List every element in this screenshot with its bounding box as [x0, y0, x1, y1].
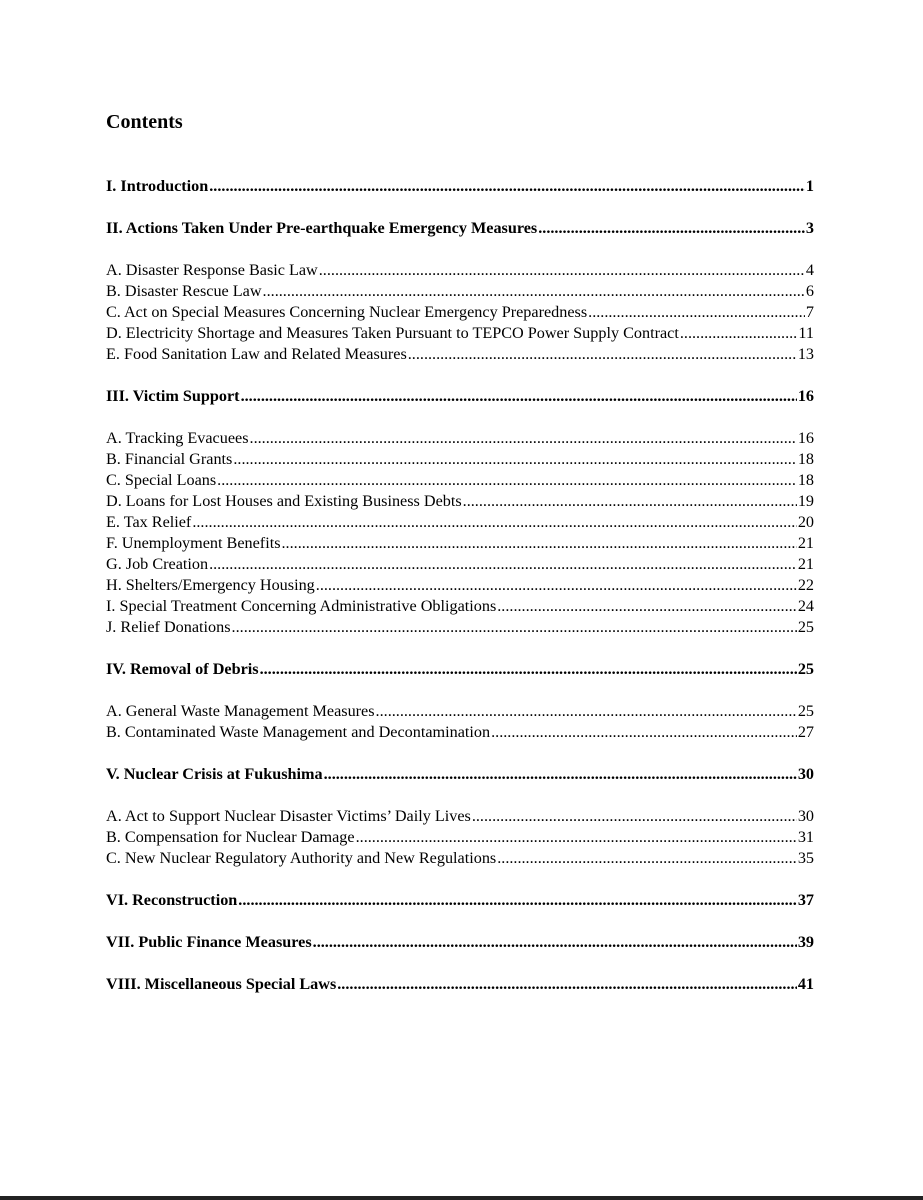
toc-page-number: 20 [797, 513, 814, 531]
toc-page-number: 41 [797, 975, 814, 993]
dot-leader [376, 701, 797, 722]
toc-page-number: 30 [797, 765, 814, 783]
toc-item[interactable] [106, 470, 814, 491]
toc-page-number: 21 [797, 534, 814, 552]
toc-item[interactable] [106, 554, 814, 575]
toc-item-label: G. Job Creation [106, 555, 209, 573]
toc-page-number: 13 [797, 345, 814, 363]
page-bottom-border [0, 1196, 923, 1200]
toc-item[interactable] [106, 323, 814, 344]
toc-item[interactable] [106, 281, 814, 302]
toc-item[interactable] [106, 533, 814, 554]
toc-item[interactable] [106, 701, 814, 722]
toc-item-label: J. Relief Donations [106, 618, 231, 636]
toc-item[interactable] [106, 512, 814, 533]
toc-item-label: H. Shelters/Emergency Housing [106, 576, 315, 594]
toc-item-label: D. Loans for Lost Houses and Existing Business Debts [106, 492, 462, 510]
toc-item-label: C. Special Loans [106, 471, 217, 489]
toc-item-label: E. Food Sanitation Law and Related Measures [106, 345, 407, 363]
dot-leader [209, 554, 797, 575]
toc-item[interactable] [106, 722, 814, 743]
dot-leader [250, 428, 797, 449]
toc-page-number: 21 [797, 555, 814, 573]
toc-page-number: 25 [797, 702, 814, 720]
page-title: Contents [106, 111, 183, 133]
toc-item[interactable] [106, 260, 814, 281]
toc-page-number: 27 [797, 723, 814, 741]
toc-item-label: B. Financial Grants [106, 450, 233, 468]
toc-section-label: IV. Removal of Debris [106, 660, 259, 678]
toc-item[interactable] [106, 344, 814, 365]
toc-section-miscellaneous-laws[interactable] [106, 974, 814, 995]
toc-page-number: 19 [797, 492, 814, 510]
dot-leader [232, 617, 797, 638]
toc-page-number: 16 [797, 387, 814, 405]
toc-section-public-finance[interactable] [106, 932, 814, 953]
toc-item-label: I. Special Treatment Concerning Administrative Obligations [106, 597, 497, 615]
dot-leader [472, 806, 797, 827]
toc-section-removal-of-debris[interactable] [106, 659, 814, 680]
toc-page-number: 35 [797, 849, 814, 867]
toc-item-label: B. Compensation for Nuclear Damage [106, 828, 355, 846]
dot-leader [497, 848, 797, 869]
toc-section-label: VII. Public Finance Measures [106, 933, 312, 951]
toc-page-number: 39 [797, 933, 814, 951]
toc-section-label: III. Victim Support [106, 387, 240, 405]
dot-leader [282, 533, 797, 554]
toc-page-number: 30 [797, 807, 814, 825]
toc-item[interactable] [106, 428, 814, 449]
toc-item-label: A. General Waste Management Measures [106, 702, 375, 720]
toc-page-number: 7 [805, 303, 814, 321]
toc-item-label: B. Contaminated Waste Management and Decontamination [106, 723, 491, 741]
toc-section-label: VIII. Miscellaneous Special Laws [106, 975, 337, 993]
table-of-contents [106, 176, 814, 995]
toc-section-label: I. Introduction [106, 177, 209, 195]
toc-item-label: F. Unemployment Benefits [106, 534, 281, 552]
toc-section-victim-support[interactable] [106, 386, 814, 407]
toc-item[interactable] [106, 575, 814, 596]
toc-page-number: 3 [805, 219, 814, 237]
toc-section-label: II. Actions Taken Under Pre-earthquake Emergency Measures [106, 219, 538, 237]
dot-leader [337, 974, 797, 995]
dot-leader [313, 932, 797, 953]
toc-item[interactable] [106, 827, 814, 848]
toc-page-number: 25 [797, 660, 814, 678]
dot-leader [192, 512, 796, 533]
dot-leader [491, 722, 797, 743]
toc-item[interactable] [106, 596, 814, 617]
toc-item[interactable] [106, 449, 814, 470]
dot-leader [463, 491, 797, 512]
dot-leader [588, 302, 805, 323]
dot-leader [260, 659, 797, 680]
toc-page-number: 6 [805, 282, 814, 300]
toc-page-number: 18 [797, 450, 814, 468]
dot-leader [319, 260, 805, 281]
toc-item-label: A. Disaster Response Basic Law [106, 261, 318, 279]
toc-page-number: 22 [797, 576, 814, 594]
toc-page-number: 4 [805, 261, 814, 279]
dot-leader [324, 764, 797, 785]
dot-leader [233, 449, 796, 470]
toc-page-number: 31 [797, 828, 814, 846]
dot-leader [408, 344, 797, 365]
dot-leader [538, 218, 805, 239]
toc-item-label: E. Tax Relief [106, 513, 192, 531]
toc-page-number: 25 [797, 618, 814, 636]
dot-leader [356, 827, 797, 848]
toc-item-label: B. Disaster Rescue Law [106, 282, 262, 300]
toc-item-label: D. Electricity Shortage and Measures Taken Pursuant to TEPCO Power Supply Contract [106, 324, 679, 342]
toc-page-number: 37 [797, 891, 814, 909]
toc-item[interactable] [106, 491, 814, 512]
toc-item[interactable] [106, 848, 814, 869]
toc-section-nuclear-crisis[interactable] [106, 764, 814, 785]
dot-leader [316, 575, 797, 596]
dot-leader [680, 323, 798, 344]
toc-page-number: 24 [797, 597, 814, 615]
dot-leader [241, 386, 797, 407]
toc-page-number: 11 [798, 324, 814, 342]
toc-page-number: 1 [805, 177, 814, 195]
toc-section-introduction[interactable] [106, 176, 814, 197]
toc-item-label: C. New Nuclear Regulatory Authority and New Regulations [106, 849, 497, 867]
toc-section-label: V. Nuclear Crisis at Fukushima [106, 765, 323, 783]
dot-leader [209, 176, 805, 197]
toc-section-label: VI. Reconstruction [106, 891, 238, 909]
toc-item[interactable] [106, 806, 814, 827]
dot-leader [238, 890, 797, 911]
dot-leader [217, 470, 797, 491]
toc-page-number: 18 [797, 471, 814, 489]
toc-section-reconstruction[interactable] [106, 890, 814, 911]
toc-item-label: A. Act to Support Nuclear Disaster Victims’ Daily Lives [106, 807, 471, 825]
toc-page-number: 16 [797, 429, 814, 447]
toc-item-label: C. Act on Special Measures Concerning Nuclear Emergency Preparedness [106, 303, 588, 321]
dot-leader [263, 281, 805, 302]
toc-item[interactable] [106, 617, 814, 638]
toc-section-pre-earthquake-measures[interactable] [106, 218, 814, 239]
toc-item-label: A. Tracking Evacuees [106, 429, 249, 447]
dot-leader [497, 596, 797, 617]
toc-item[interactable] [106, 302, 814, 323]
